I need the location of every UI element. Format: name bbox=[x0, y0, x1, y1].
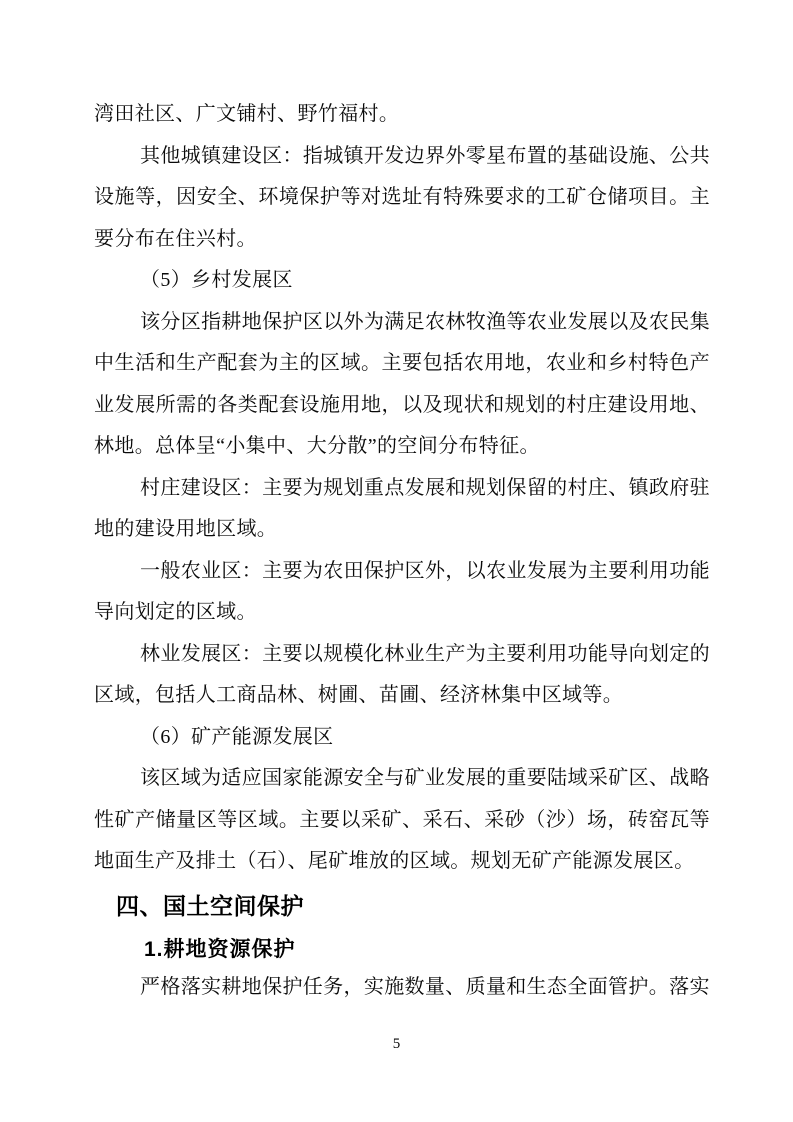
paragraph: 该分区指耕地保护区以外为满足农林牧渔等农业发展以及农民集中生活和生产配套为主的区域。主要包括农用地，农业和乡村特色产业发展所需的各类配套设施用地，以及现状和规划的村庄建设用地、林地。总体呈“小集中、大分散”的空间分布特征。 bbox=[94, 310, 710, 457]
paragraph: （5）乡村发展区 bbox=[140, 269, 293, 291]
paragraph: 湾田社区、广文铺村、野竹福村。 bbox=[94, 103, 400, 125]
page-number: 5 bbox=[392, 1036, 401, 1052]
section-heading: 四、国土空间保护 bbox=[116, 892, 304, 919]
paragraph: （6）矿产能源发展区 bbox=[140, 725, 334, 748]
paragraph: 一般农业区：主要为农田保护区外，以农业发展为主要利用功能导向划定的区域。 bbox=[94, 559, 710, 623]
document-body bbox=[94, 94, 710, 1008]
paragraph: 林业发展区：主要以规模化林业生产为主要利用功能导向划定的区域，包括人工商品林、树圃、苗圃、经济林集中区域等。 bbox=[94, 642, 710, 706]
page-footer bbox=[0, 1034, 793, 1054]
paragraph: 该区域为适应国家能源安全与矿业发展的重要陆域采矿区、战略性矿产储量区等区域。主要以采矿、采石、采砂（沙）场，砖窑瓦等地面生产及排土（石）、尾矿堆放的区域。规划无矿产能源发展区。 bbox=[94, 767, 710, 872]
sub-heading: 1.耕地资源保护 bbox=[144, 937, 296, 961]
paragraph: 其他城镇建设区：指城镇开发边界外零星布置的基础设施、公共设施等，因安全、环境保护等对选址有特殊要求的工矿仓储项目。主要分布在住兴村。 bbox=[94, 144, 710, 250]
paragraph: 村庄建设区：主要为规划重点发展和规划保留的村庄、镇政府驻地的建设用地区域。 bbox=[94, 476, 710, 540]
paragraph: 严格落实耕地保护任务，实施数量、质量和生态全面管护。落实 bbox=[140, 975, 710, 998]
